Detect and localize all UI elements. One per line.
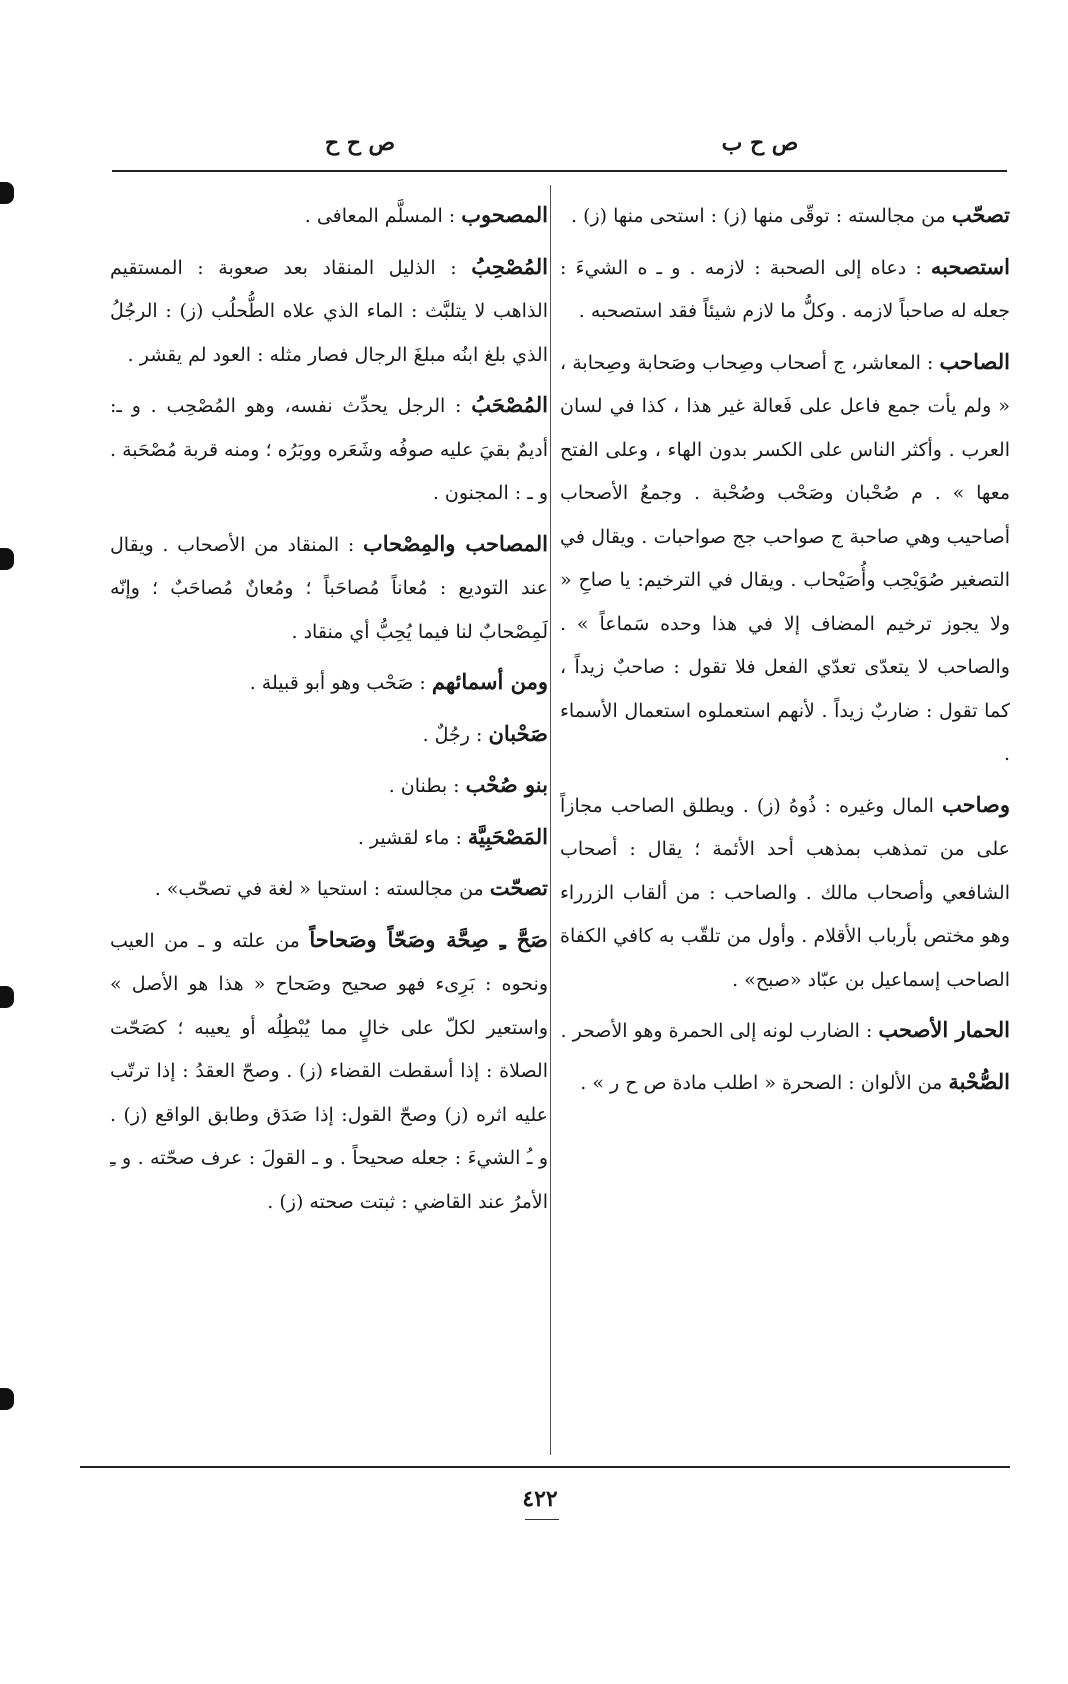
dictionary-entry — [110, 918, 548, 1225]
headword: تصحّت — [489, 875, 548, 900]
header-rule — [112, 170, 1007, 172]
column-divider — [550, 185, 551, 1455]
headword: صَحْبان — [488, 720, 548, 746]
dictionary-entry — [110, 193, 548, 239]
definition: من مجالسته : توقّى منها (ز) : استحى منها (ز) . — [570, 205, 952, 227]
scan-edge-mark — [0, 1388, 14, 1410]
definition: : رجُلٌ . — [422, 723, 489, 746]
dictionary-entry — [110, 815, 548, 861]
dictionary-entry — [560, 193, 1010, 239]
headword: المُصْحِبُ — [471, 253, 548, 279]
dictionary-entry — [110, 522, 548, 655]
headword: تصحّب — [951, 202, 1010, 227]
dictionary-entry — [110, 763, 548, 809]
dictionary-entry — [110, 245, 548, 378]
right-column — [560, 193, 1010, 1463]
dictionary-entry — [560, 783, 1010, 1003]
page-number: ٤٢٢ — [522, 1486, 558, 1512]
headword: الصاحب — [939, 348, 1010, 374]
definition: : الضارب لونه إلى الحمرة وهو الأصحر . — [560, 1020, 879, 1042]
headword: الصُّحْبة — [948, 1068, 1010, 1094]
definition: : المعاشر، ج أصحاب وصِحاب وصَحابة وصِحابة ، « ولم يأت جمع فاعل على فَعالة غير هذا ، كذا في لسان العرب . وأكثر الناس على الكسر بدون الهاء ، وعلى الفتح معها » . م صُحْبان وصَحْب وصُحْبة . وجمعُ الأصحاب أصاحيب وهي صاحبة ج صواحب جج صواحبات . ويقال في التصغير صُوَيْحِب وأُصَيْحاب . ويقال في الترخيم: يا صاحِ « ولا يجوز ترخيم المضاف إلا في هذا وحده سَماعاً » . والصاحب لا يتعدّى تعدّي الفعل فلا تقول : صاحبٌ زيداً ، كما تقول : ضاربٌ زيداً . لأنهم استعملوه استعمال الأسماء . — [560, 351, 1010, 765]
definition: : المسلَّم المعافى . — [304, 205, 462, 227]
scan-edge-mark — [0, 182, 14, 204]
definition: : الرجل يحدِّث نفسه، وهو المُصْحِب . و ـ: أديمٌ بقيَ عليه صوفُه وشَعَره ووبَرُه ؛ ومنه قربة مُصْحَبة . و ـ : المجنون . — [110, 395, 548, 504]
dictionary-entry — [110, 660, 548, 706]
headword: الحمار الأصحب — [878, 1017, 1010, 1042]
definition: : بطنان . — [388, 775, 466, 797]
page-number-underline — [525, 1519, 559, 1520]
dictionary-entry — [560, 340, 1010, 777]
headword: استصحبه — [930, 253, 1010, 279]
scan-edge-mark — [0, 548, 14, 570]
headword: ومن أسمائهم — [431, 669, 548, 694]
headword: بنو صُحْب — [465, 772, 548, 797]
definition: من علته و ـ من العيب ونحوه : بَرِىء فهو صحيح وصَحاح « هذا هو الأصل » واستعير لكلّ على خالٍ مما يُبْطِلُه أو يعيبه ؛ كصَحّت الصلاة : إذا أسقطت القضاء (ز) . وصحّ العقدُ : إذا ترتّب عليه اثره (ز) وصحّ القول: إذا صَدَق وطابق الواقع (ز) . و ـُ الشيءَ : جعله صحيحاً . و ـ القولَ : عرف صحّته . و ـِ الأمرُ عند القاضي : ثبتت صحته (ز) . — [110, 929, 548, 1213]
headword: المَصْحَبِيَّة — [467, 823, 548, 849]
definition: : المنقاد من الأصحاب . ويقال عند التوديع : مُعاناً مُصاحَباً ؛ ومُعانٌ مُصاحَبٌ ؛ وإنّه لَمِصْحابٌ لنا فيما يُحِبُّ أي منقاد . — [110, 533, 548, 643]
dictionary-entry — [560, 245, 1010, 334]
root-header-left: ص ح ح — [324, 130, 396, 156]
dictionary-entry — [110, 866, 548, 912]
definition: : الذليل المنقاد بعد صعوبة : المستقيم الذاهب لا يتلبَّث : الماء الذي علاه الطُّحلُب (ز) : الرجُلُ الذي بلغ ابنُه مبلغَ الرجال فصار مثله : العود لم يقشر . — [110, 256, 548, 366]
headword: وصاحب — [942, 791, 1010, 817]
footer-rule — [80, 1466, 1010, 1468]
dictionary-entry — [110, 383, 548, 516]
headword: المصاحب والمِصْحاب — [362, 530, 548, 556]
definition: المال وغيره : ذُوهُ (ز) . ويطلق الصاحب مجازاً على من تمذهب بمذهب أحد الأئمة ؛ يقال : أصحاب الشافعي وأصحاب مالك . والصاحب : من ألقاب الزرراء وهو مختص بأرباب الأقلام . وأول من تلقّب به كافي الكفاة الصاحب إسماعيل بن عبّاد «صبح» . — [560, 794, 1010, 991]
root-header-right: ص ح ب — [721, 130, 799, 156]
definition: : دعاه إلى الصحبة : لازمه . و ـ ه الشيءَ : جعله له صاحباً لازمه . وكلُّ ما لازم شيئاً فقد استصحبه . — [560, 256, 1010, 322]
dictionary-entry — [560, 1060, 1010, 1106]
definition: : ماء لقشير . — [357, 826, 468, 849]
definition: : صَحْب وهو أبو قبيلة . — [249, 672, 432, 694]
dictionary-entry — [110, 712, 548, 758]
dictionary-entry — [560, 1008, 1010, 1054]
scan-edge-mark — [0, 986, 14, 1008]
headword: المصحوب — [461, 202, 548, 227]
headword: المُصْحَبُ — [471, 392, 548, 417]
left-column — [110, 193, 548, 1463]
definition: من الألوان : الصحرة « اطلب مادة ص ح ر » . — [580, 1071, 949, 1094]
headword: صَحَّ ـِ صِحَّة وصَحّاً وصَحاحاً — [309, 926, 548, 952]
definition: من مجالسته : استحيا « لغة في تصحّب» . — [154, 878, 490, 900]
